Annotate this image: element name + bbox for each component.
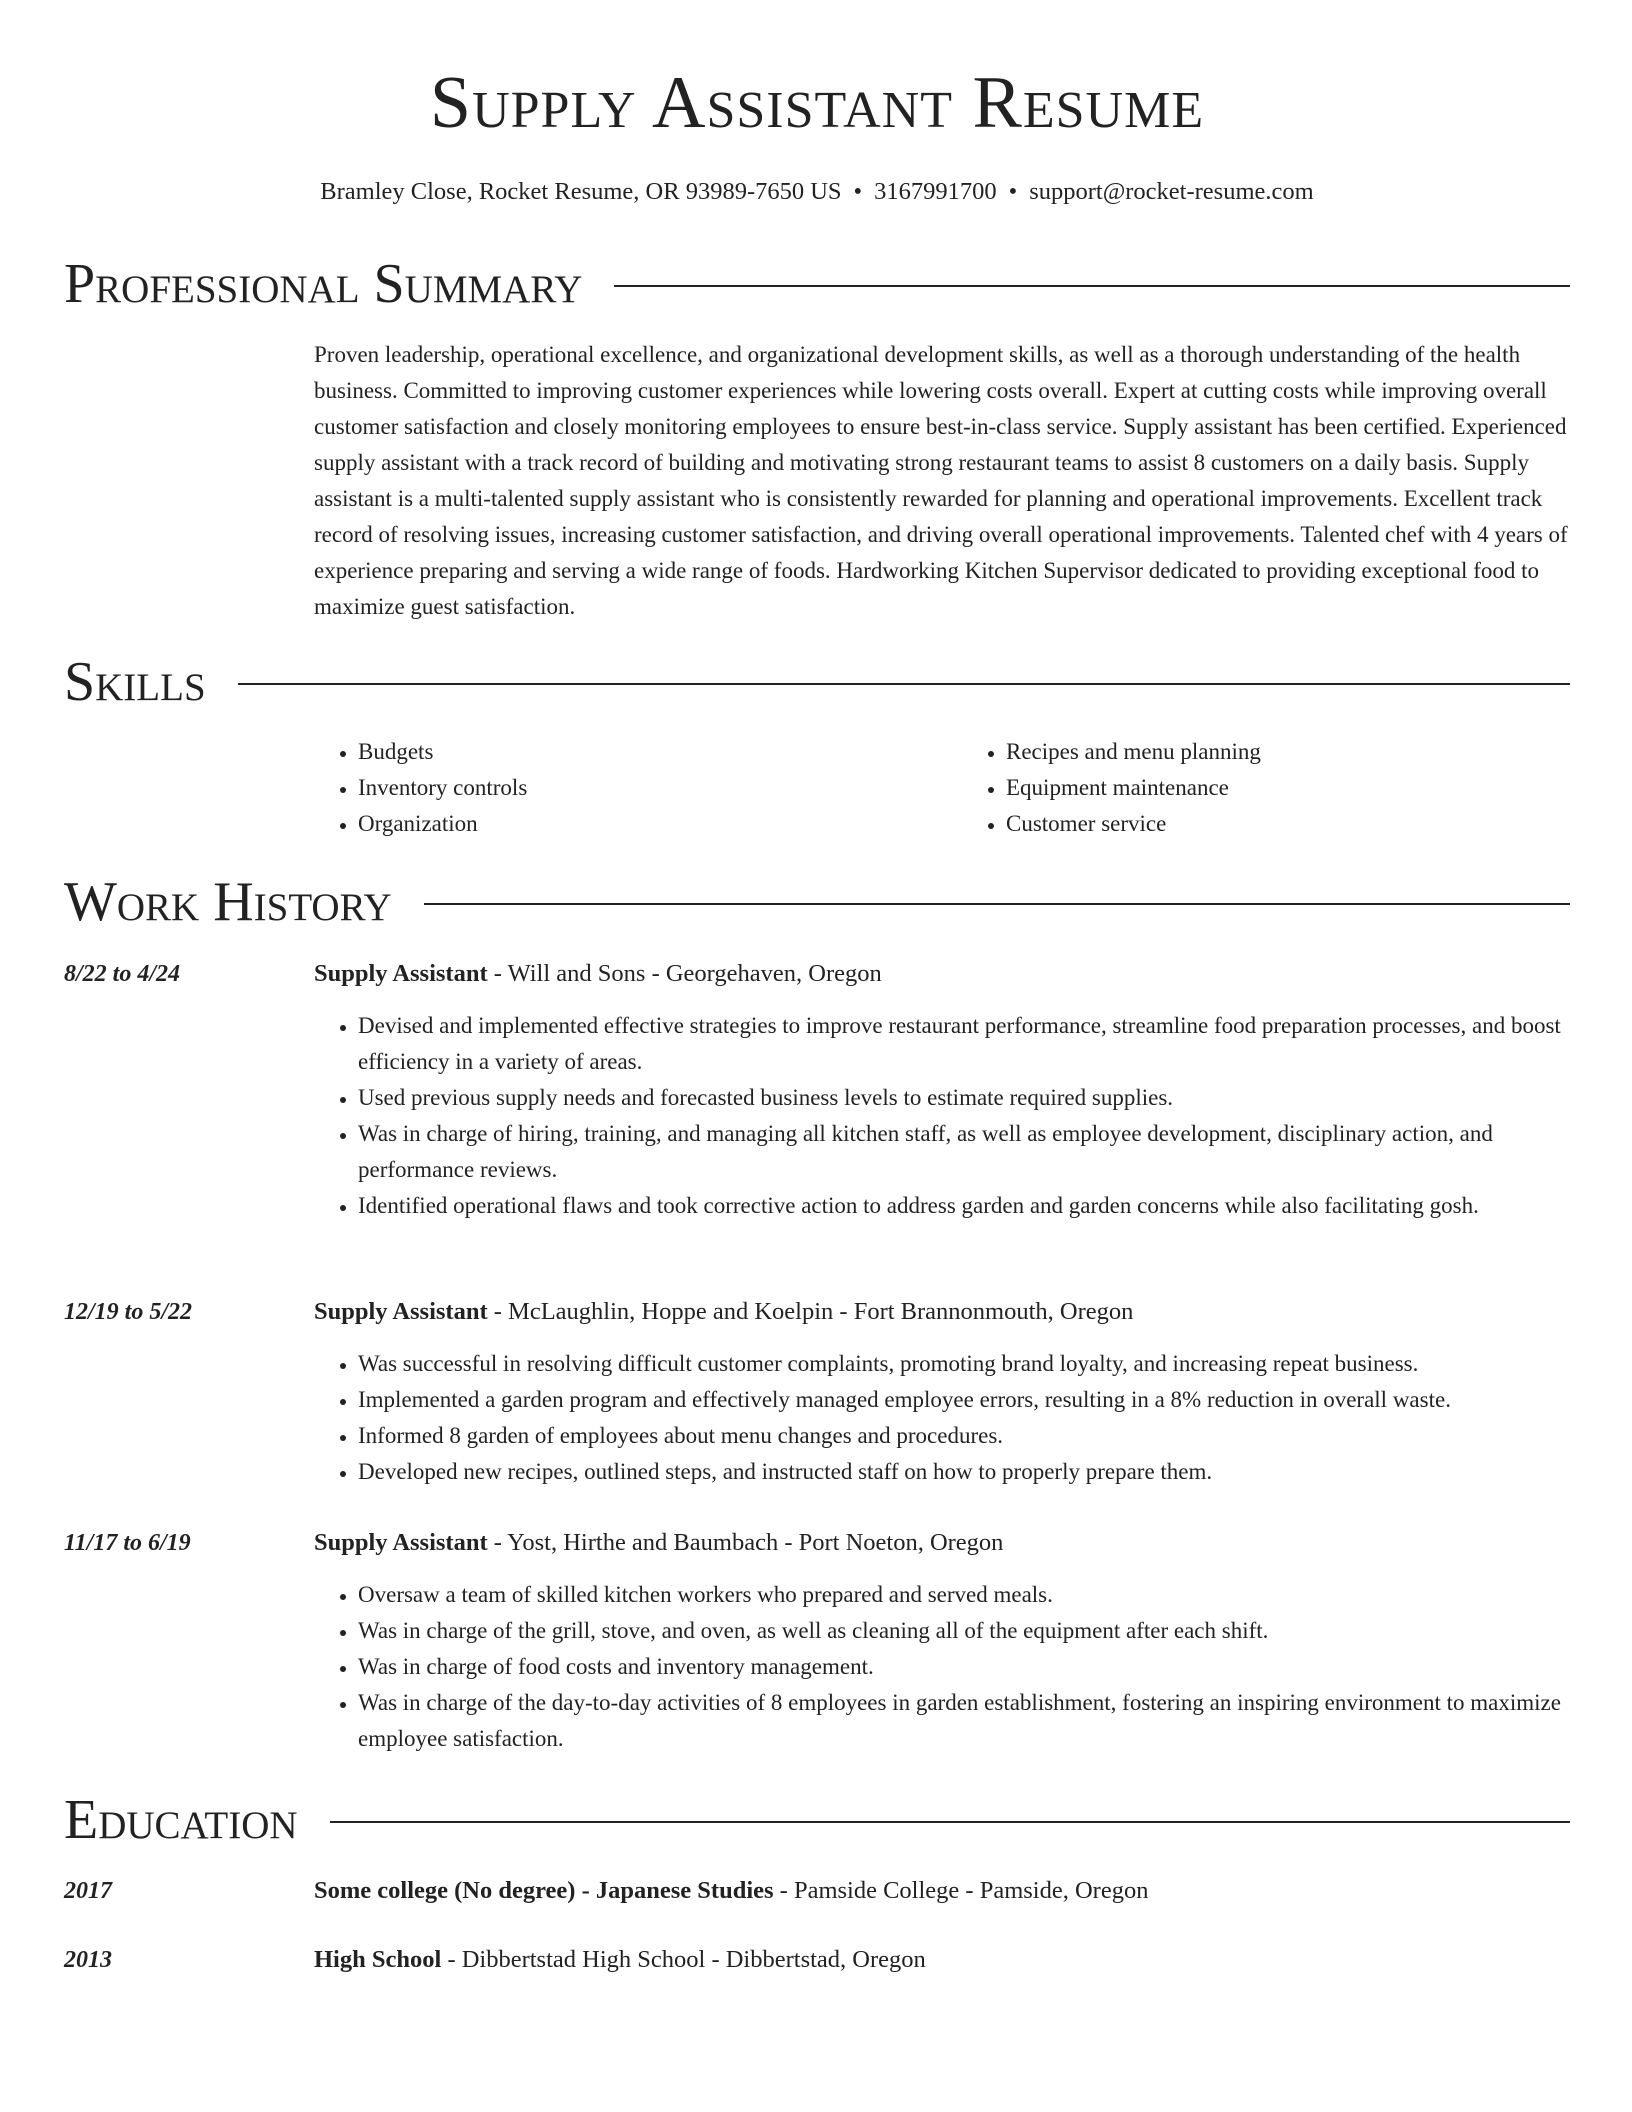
job-bullet: • Implemented a garden program and effectively managed employee errors, resulting in a 8% reduction in overall waste. [358,1382,1570,1418]
job-bullet: • Identified operational flaws and took corrective action to address garden and garden concerns while also facilitating gosh. [358,1188,1570,1224]
education-degree: Some college (No degree) - Japanese Studies [314,1877,774,1904]
job-title-line [314,1294,1570,1330]
section-divider [614,285,1570,287]
job-entry [64,1525,1570,1757]
education-degree: High School [314,1946,442,1973]
job-details: - McLaughlin, Hoppe and Koelpin - Fort Brannonmouth, Oregon [487,1298,1134,1325]
contact-separator: • [1008,178,1018,205]
section-divider [238,683,1570,685]
work-heading: Work History [64,871,392,933]
summary-section-heading [64,254,1570,314]
work-section-heading [64,872,1570,932]
job-bullets [314,1577,1570,1757]
job-title: Supply Assistant [314,960,488,987]
job-title-line [314,956,1570,992]
job-bullets [314,1346,1570,1490]
skill-item: • Recipes and menu planning [1006,734,1570,770]
job-details: - Will and Sons - Georgehaven, Oregon [487,960,882,987]
skill-item: • Equipment maintenance [1006,770,1570,806]
contact-address: Bramley Close, Rocket Resume, OR 93989-7650 US [320,178,842,205]
skills-column-left [314,734,922,842]
job-bullet: • Devised and implemented effective strategies to improve restaurant performance, streamline food preparation processes, and boost efficiency in a variety of areas. [358,1008,1570,1080]
education-line [314,1873,1570,1909]
job-dates: 12/19 to 5/22 [64,1299,193,1325]
resume-title: Supply Assistant Resume [429,62,1205,144]
education-year: 2013 [64,1947,112,1973]
contact-separator: • [853,178,863,205]
summary-heading: Professional Summary [64,253,583,315]
contact-line [64,176,1570,208]
job-entry [64,956,1570,1224]
contact-phone: 3167991700 [874,178,997,205]
job-details: - Yost, Hirthe and Baumbach - Port Noeton, Oregon [487,1529,1004,1556]
job-dates: 11/17 to 6/19 [64,1530,191,1556]
skill-item: • Inventory controls [358,770,922,806]
job-title-line [314,1525,1570,1561]
education-heading: Education [64,1789,298,1851]
education-year: 2017 [64,1878,112,1904]
job-entry [64,1294,1570,1490]
section-divider [330,1821,1570,1823]
job-bullets [314,1008,1570,1224]
job-bullet: • Was in charge of the day-to-day activities of 8 employees in garden establishment, fostering an inspiring environment to maximize employee satisfaction. [358,1685,1570,1757]
skill-item: • Organization [358,806,922,842]
education-details: - Pamside College - Pamside, Oregon [773,1877,1149,1904]
job-bullet: • Was in charge of food costs and inventory management. [358,1649,1570,1685]
education-section-heading [64,1790,1570,1850]
skills-column-right [962,734,1570,842]
job-bullet: • Oversaw a team of skilled kitchen workers who prepared and served meals. [358,1577,1570,1613]
job-bullet: • Developed new recipes, outlined steps, and instructed staff on how to properly prepare them. [358,1454,1570,1490]
education-details: - Dibbertstad High School - Dibbertstad, Oregon [441,1946,926,1973]
skill-item: • Budgets [358,734,922,770]
skills-heading: Skills [64,651,206,713]
education-entry [64,1942,1570,1978]
contact-email: support@rocket-resume.com [1029,178,1314,205]
job-title: Supply Assistant [314,1298,488,1325]
education-entry [64,1873,1570,1909]
job-dates: 8/22 to 4/24 [64,961,181,987]
job-title: Supply Assistant [314,1529,488,1556]
section-divider [424,903,1570,905]
job-bullet: • Was in charge of hiring, training, and managing all kitchen staff, as well as employee development, disciplinary action, and performance reviews. [358,1116,1570,1188]
skill-item: • Customer service [1006,806,1570,842]
job-bullet: • Was in charge of the grill, stove, and oven, as well as cleaning all of the equipment after each shift. [358,1613,1570,1649]
summary-text: Proven leadership, operational excellence, and organizational development skills, as well as a thorough understanding of the health business. Committed to improving customer experiences while lowering costs overall. Expert at cutting costs while improving overall customer satisfaction and closely monitoring employees to ensure best-in-class service. Supply assistant has been certified. Experienced supply assistant with a track record of building and motivating strong restaurant teams to assist 8 customers on a daily basis. Supply assistant is a multi-talented supply assistant who is consistently rewarded for planning and operational improvements. Excellent track record of resolving issues, increasing customer satisfaction, and driving overall operational improvements. Talented chef with 4 years of experience preparing and serving a wide range of foods. Hardworking Kitchen Supervisor dedicated to providing exceptional food to maximize guest satisfaction. [314,342,1568,619]
job-bullet: • Informed 8 garden of employees about menu changes and procedures. [358,1418,1570,1454]
skills-section-heading [64,652,1570,712]
education-line [314,1942,1570,1978]
job-bullet: • Used previous supply needs and forecasted business levels to estimate required supplies. [358,1080,1570,1116]
job-bullet: • Was successful in resolving difficult customer complaints, promoting brand loyalty, and increasing repeat business. [358,1346,1570,1382]
skills-list [314,734,1570,842]
